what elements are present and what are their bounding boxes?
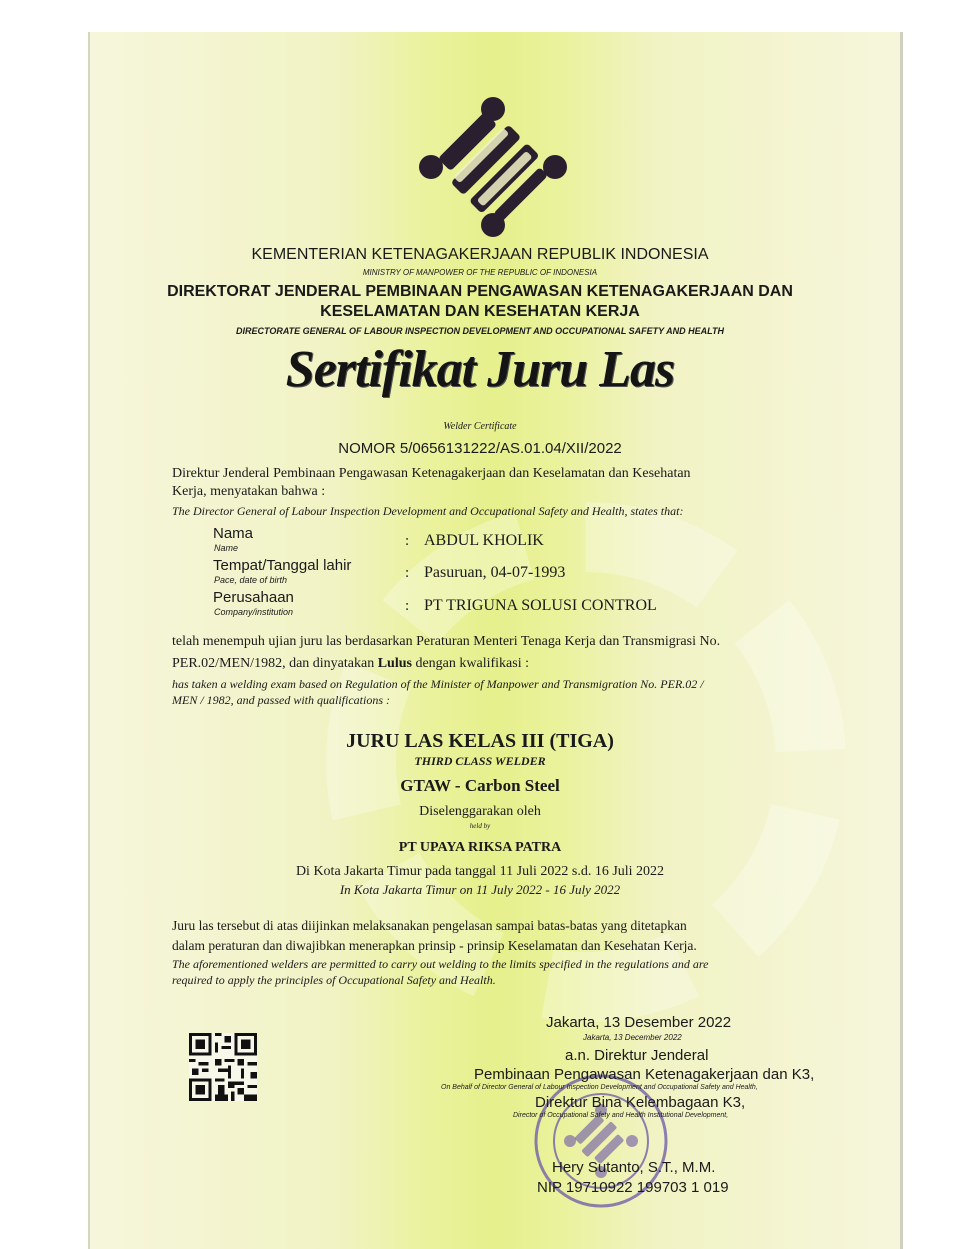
ministry-name-en: MINISTRY OF MANPOWER OF THE REPUBLIC OF INDONESIA <box>362 268 598 277</box>
signer-nip: NIP 19710922 199703 1 019 <box>537 1179 729 1196</box>
directorate-line-1: DIREKTORAT JENDERAL PEMBINAAN PENGAWASAN KETENAGAKERJAAN DAN <box>167 283 793 300</box>
permission-en-1: The aforementioned welders are permitted to carry out welding to the limits specified in the regulations and are <box>172 957 709 971</box>
holder-company: PT TRIGUNA SOLUSI CONTROL <box>424 597 657 614</box>
exam-line-2-c: dengan kwalifikasi : <box>415 656 529 671</box>
on-behalf: a.n. Direktur Jenderal <box>565 1047 709 1064</box>
ministry-name: KEMENTERIAN KETENAGAKERJAAN REPUBLIK INDONESIA <box>251 246 709 263</box>
directorate-line-2: KESELAMATAN DAN KESEHATAN KERJA <box>320 303 640 320</box>
permission-en-2: required to apply the principles of Occupational Safety and Health. <box>172 973 496 987</box>
exam-line-1: telah menempuh ujian juru las berdasarkan Peraturan Menteri Tenaga Kerja dan Transmigrasi No. <box>172 634 721 649</box>
exam-result: Lulus <box>377 656 412 671</box>
director-title: Direktur Bina Kelembagaan K3, <box>535 1094 746 1111</box>
signature-place-date: Jakarta, 13 Desember 2022 <box>546 1014 732 1031</box>
qualification-title: JURU LAS KELAS III (TIGA) <box>346 730 614 752</box>
permission-line-2: dalam peraturan dan diwajibkan menerapkan prinsip - prinsip Keselamatan dan Kesehatan Kerja. <box>172 938 697 953</box>
signer-name: Hery Sutanto, S.T., M.M. <box>552 1159 716 1176</box>
birth-label: Tempat/Tanggal lahir <box>213 557 352 574</box>
exam-line-2-a: PER.02/MEN/1982, dan dinyatakan <box>172 656 375 671</box>
intro-line-1: Direktur Jenderal Pembinaan Pengawasan Ketenagakerjaan dan Keselamatan dan Kesehatan <box>172 466 691 481</box>
company-colon: : <box>405 598 410 614</box>
exam-place-date: Di Kota Jakarta Timur pada tanggal 11 Juli 2022 s.d. 16 Juli 2022 <box>295 864 665 879</box>
signing-unit-en: On Behalf of Director General of Labour Inspection Development and Occupational Safety and Health, <box>441 1084 758 1091</box>
company-label: Perusahaan <box>213 589 294 606</box>
certificate-title-en: Welder Certificate <box>443 421 517 432</box>
exam-en-2: MEN / 1982, and passed with qualifications : <box>172 693 390 707</box>
signing-unit: Pembinaan Pengawasan Ketenagakerjaan dan K3, <box>474 1066 815 1083</box>
certificate-title: Sertifikat Juru Las <box>285 341 675 398</box>
organizer: PT UPAYA RIKSA PATRA <box>398 840 562 855</box>
company-label-en: Company/institution <box>214 607 294 617</box>
exam-en-1: has taken a welding exam based on Regulation of the Minister of Manpower and Transmigration No. PER.02 / <box>172 677 704 691</box>
birth-label-en: Pace, date of birth <box>214 575 288 585</box>
directorate-en: DIRECTORATE GENERAL OF LABOUR INSPECTION DEVELOPMENT AND OCCUPATIONAL SAFETY AND HEALTH <box>235 326 725 336</box>
permission-line-1: Juru las tersebut di atas diijinkan melaksanakan pengelasan sampai batas-batas yang ditetapkan <box>172 918 687 933</box>
name-label: Nama <box>213 525 254 542</box>
ministry-logo-icon <box>418 96 568 238</box>
held-by: Diselenggarakan oleh <box>419 804 541 819</box>
exam-place-date-en: In Kota Jakarta Timur on 11 July 2022 - 16 July 2022 <box>339 882 621 897</box>
signature-place-date-en: Jakarta, 13 December 2022 <box>583 1033 682 1042</box>
qr-code-icon <box>188 1033 258 1101</box>
intro-en: The Director General of Labour Inspection Development and Occupational Safety and Health, states that: <box>172 504 684 518</box>
welding-process: GTAW - Carbon Steel <box>400 776 560 795</box>
director-title-en: Director of Occupational Safety and Health Institutional Development, <box>513 1112 729 1119</box>
holder-name: ABDUL KHOLIK <box>424 532 544 549</box>
holder-birth: Pasuruan, 04-07-1993 <box>424 564 566 581</box>
birth-colon: : <box>405 565 410 581</box>
qualification-title-en: THIRD CLASS WELDER <box>414 754 546 768</box>
held-by-en: held by <box>469 822 491 830</box>
name-label-en: Name <box>214 543 239 553</box>
intro-line-2: Kerja, menyatakan bahwa : <box>172 484 326 499</box>
certificate-number: NOMOR 5/0656131222/AS.01.04/XII/2022 <box>338 440 622 457</box>
name-colon: : <box>405 533 410 549</box>
exam-line-2 <box>172 656 529 672</box>
